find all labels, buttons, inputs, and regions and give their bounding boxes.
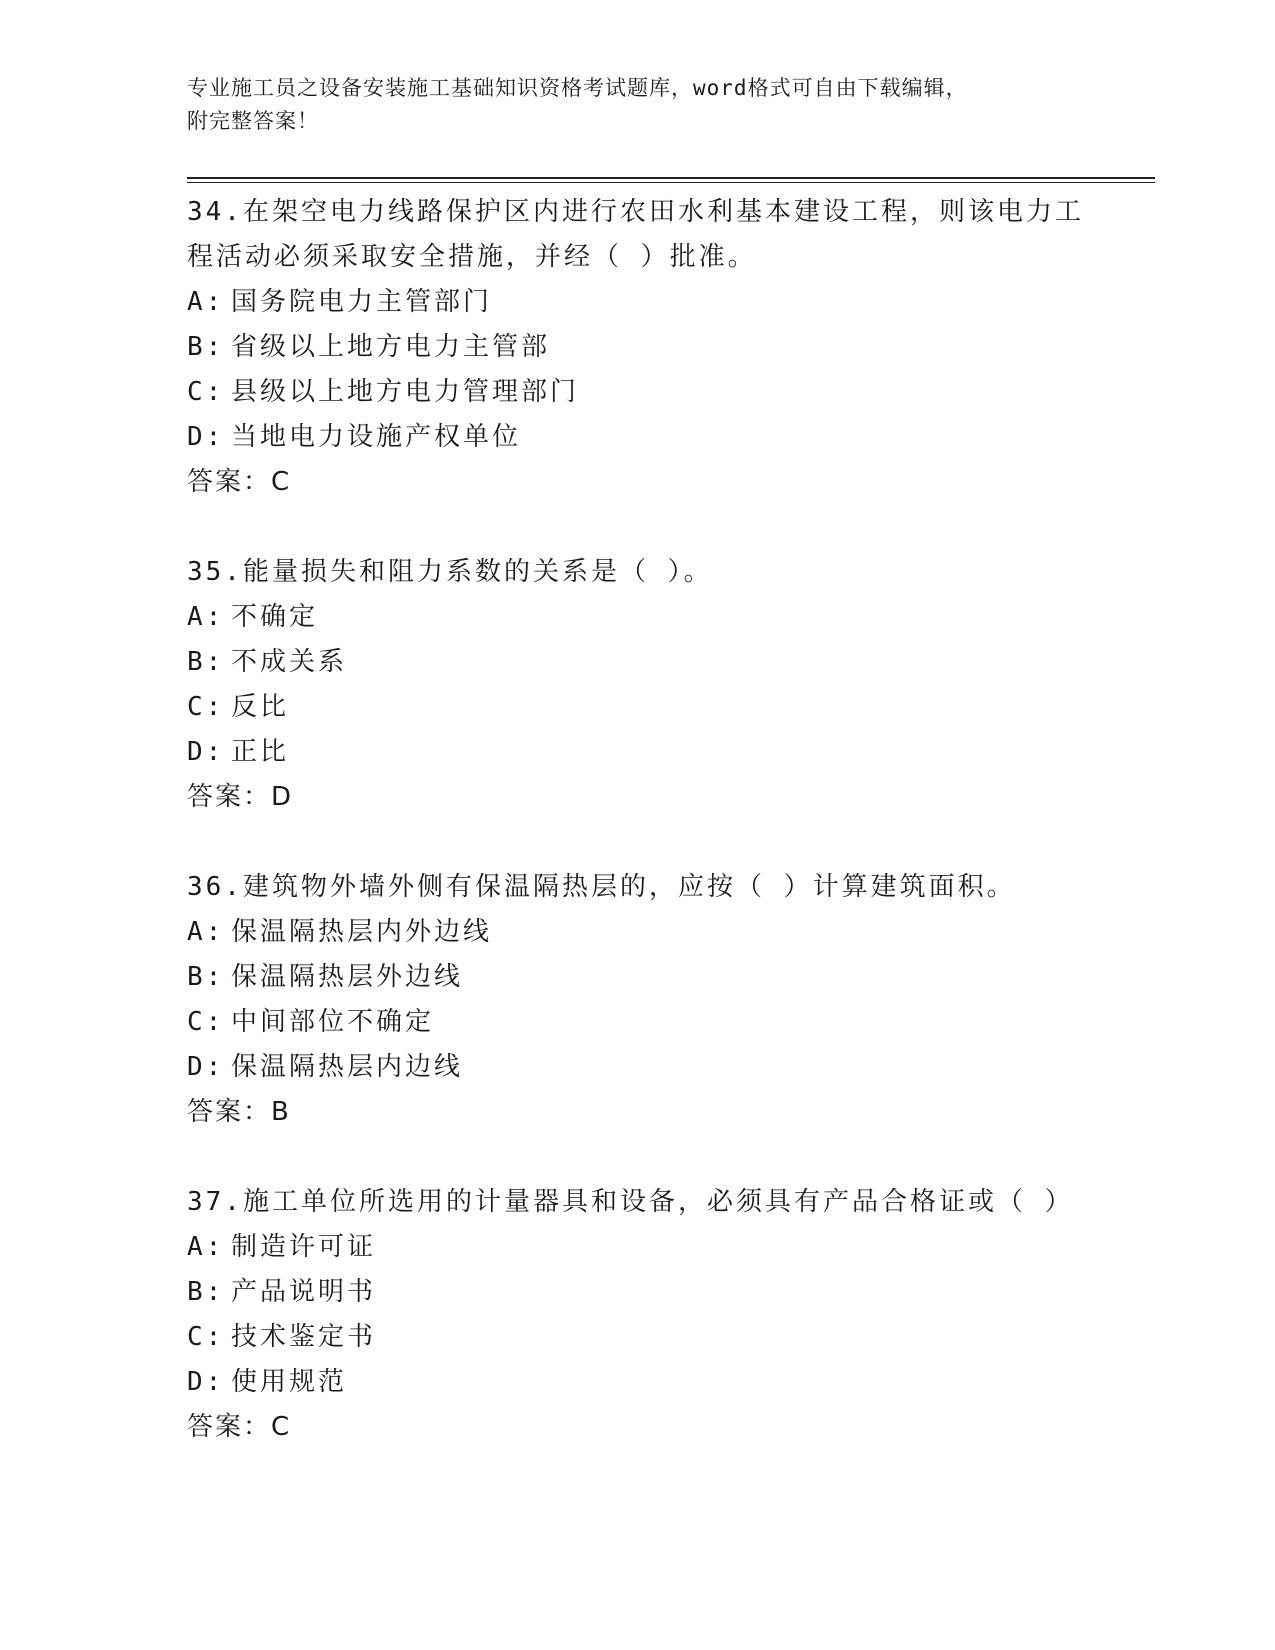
option-text: 使用规范 <box>231 1367 348 1397</box>
option-text: 保温隔热层内外边线 <box>231 917 493 947</box>
option-text: 保温隔热层内边线 <box>231 1052 464 1082</box>
option-b <box>187 325 1087 370</box>
header-divider-thin <box>187 182 1155 183</box>
option-text: 反比 <box>231 692 290 722</box>
option-letter: B: <box>187 647 225 677</box>
option-a <box>187 910 1087 955</box>
option-d <box>187 1360 1087 1405</box>
question-36 <box>187 865 1087 1135</box>
answer-line: 答案：B <box>187 1097 291 1127</box>
answer-line: 答案：C <box>187 467 292 497</box>
question-stem: 35.能量损失和阻力系数的关系是（ ）。 <box>187 557 713 587</box>
option-text: 中间部位不确定 <box>231 1007 435 1037</box>
option-letter: D: <box>187 737 225 767</box>
option-letter: B: <box>187 1277 225 1307</box>
question-stem: 36.建筑物外墙外侧有保温隔热层的，应按（ ）计算建筑面积。 <box>187 872 1016 902</box>
option-letter: C: <box>187 1007 225 1037</box>
option-text: 正比 <box>231 737 290 767</box>
option-letter: B: <box>187 962 225 992</box>
document-header <box>187 72 1087 138</box>
answer-line: 答案：D <box>187 782 294 812</box>
option-text: 省级以上地方电力主管部 <box>231 332 551 362</box>
option-letter: A: <box>187 1232 225 1262</box>
option-a <box>187 595 1087 640</box>
option-text: 技术鉴定书 <box>231 1322 377 1352</box>
option-text: 国务院电力主管部门 <box>231 287 493 317</box>
question-37 <box>187 1180 1087 1450</box>
option-b <box>187 1270 1087 1315</box>
option-letter: A: <box>187 287 225 317</box>
question-34 <box>187 190 1087 505</box>
option-letter: A: <box>187 602 225 632</box>
option-c <box>187 1315 1087 1360</box>
header-divider-thick <box>187 177 1155 179</box>
option-a <box>187 1225 1087 1270</box>
option-letter: C: <box>187 377 225 407</box>
option-letter: D: <box>187 422 225 452</box>
option-letter: A: <box>187 917 225 947</box>
option-text: 保温隔热层外边线 <box>231 962 464 992</box>
option-b <box>187 640 1087 685</box>
option-text: 县级以上地方电力管理部门 <box>231 377 580 407</box>
question-35 <box>187 550 1087 820</box>
question-stem: 34.在架空电力线路保护区内进行农田水利基本建设工程，则该电力工 <box>187 197 1084 227</box>
question-stem: 37.施工单位所选用的计量器具和设备，必须具有产品合格证或（ ） <box>187 1187 1074 1217</box>
question-list <box>187 190 1087 1495</box>
option-c <box>187 1000 1087 1045</box>
option-letter: B: <box>187 332 225 362</box>
option-letter: D: <box>187 1052 225 1082</box>
option-c <box>187 370 1087 415</box>
option-c <box>187 685 1087 730</box>
option-letter: D: <box>187 1367 225 1397</box>
option-text: 不成关系 <box>231 647 348 677</box>
option-text: 产品说明书 <box>231 1277 377 1307</box>
option-letter: C: <box>187 1322 225 1352</box>
question-stem-continued: 程活动必须采取安全措施，并经（ ）批准。 <box>187 242 757 272</box>
option-letter: C: <box>187 692 225 722</box>
option-text: 当地电力设施产权单位 <box>231 422 522 452</box>
option-text: 制造许可证 <box>231 1232 377 1262</box>
option-d <box>187 1045 1087 1090</box>
header-line-2: 附完整答案！ <box>187 109 319 133</box>
option-b <box>187 955 1087 1000</box>
header-line-1: 专业施工员之设备安装施工基础知识资格考试题库，word格式可自由下载编辑， <box>187 76 968 100</box>
option-d <box>187 730 1087 775</box>
option-text: 不确定 <box>231 602 319 632</box>
answer-line: 答案：C <box>187 1412 292 1442</box>
option-d <box>187 415 1087 460</box>
option-a <box>187 280 1087 325</box>
